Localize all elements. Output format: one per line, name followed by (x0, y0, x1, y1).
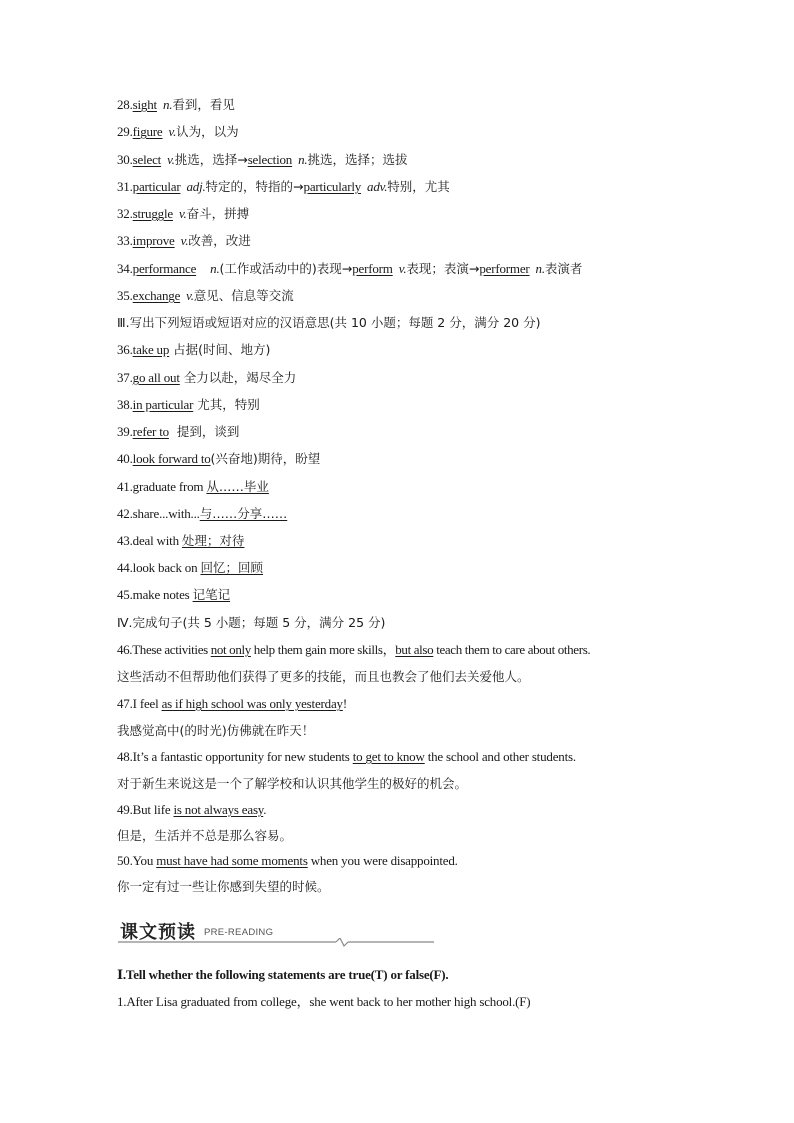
item-number: 36. (117, 342, 133, 357)
phrase-item (117, 370, 296, 386)
phrase-item (117, 424, 239, 440)
vocab-item (117, 233, 251, 249)
part-of-speech: n. (298, 152, 308, 167)
item-number: 39. (117, 424, 133, 439)
answer-blank: but also (395, 642, 434, 657)
sentence-text: ! (342, 696, 347, 711)
sentence-translation: 这些活动不但帮助他们获得了更多的技能，而且也教会了他们去关爱他人。 (117, 669, 530, 684)
part-heading: Ⅰ.Tell whether the following statements are true(T) or false(F). (117, 967, 449, 982)
phrase: deal with (132, 533, 182, 548)
answer-phrase: look forward to (132, 451, 211, 466)
sentence-item (117, 749, 576, 765)
item-number: 33. (117, 233, 133, 248)
item-number: 37. (117, 370, 133, 385)
phrase-item (117, 506, 287, 522)
answer-blank: must have had some moments (156, 853, 308, 868)
item-number: 31. (117, 179, 133, 194)
meaning: (工作或活动中的)表现→ (219, 261, 353, 276)
answer-meaning: 回忆；回顾 (200, 560, 263, 575)
answer-word: performer (479, 261, 530, 276)
sentence-text: when you were disappointed. (307, 853, 458, 868)
meaning: 特别，尤其 (387, 179, 450, 194)
vocab-item (117, 124, 239, 140)
answer-phrase: take up (132, 342, 170, 357)
item-number: 40. (117, 451, 133, 466)
answer-meaning: 处理；对待 (181, 533, 245, 548)
part-of-speech: v. (167, 152, 175, 167)
item-number: 42. (117, 506, 133, 521)
part-of-speech: v. (398, 261, 407, 276)
phrase-item (117, 451, 320, 467)
part-of-speech: n. (535, 261, 545, 276)
meaning: 提到，谈到 (168, 424, 240, 439)
vocab-item (117, 206, 249, 222)
sentence-translation: 我感觉高中(的时光)仿佛就在昨天！ (117, 723, 315, 738)
sentence-text: 50.You (117, 853, 157, 868)
section-title-cn: 课文预读 (120, 922, 196, 943)
part-of-speech: v. (168, 124, 177, 139)
item-number: 29. (117, 124, 133, 139)
part-of-speech: adj. (186, 179, 206, 194)
vocab-item (117, 288, 294, 304)
section-heading: Ⅳ.完成句子(共 5 小题；每题 5 分，满分 25 分) (117, 615, 386, 630)
answer-word: sight (132, 97, 157, 112)
phrase: make notes (132, 587, 193, 602)
sentence-text: . (263, 802, 267, 817)
item-number: 38. (117, 397, 133, 412)
phrase: look back on (132, 560, 201, 575)
item-number: 28. (117, 97, 133, 112)
phrase-item (117, 533, 244, 549)
vocab-item (117, 179, 450, 195)
meaning: 表现；表演→ (406, 261, 480, 276)
vocab-item (117, 97, 235, 113)
answer-blank: as if high school was only yesterday (161, 696, 343, 711)
answer-phrase: refer to (132, 424, 169, 439)
part-of-speech: adv. (367, 179, 388, 194)
answer-word: figure (132, 124, 163, 139)
answer-meaning: 从……毕业 (206, 479, 269, 494)
phrase-item (117, 479, 269, 495)
answer-word: struggle (132, 206, 173, 221)
sentence-text: help them gain more skills， (250, 642, 396, 657)
part-of-speech: v. (186, 288, 194, 303)
answer-word: selection (247, 152, 293, 167)
sentence-translation: 你一定有过一些让你感到失望的时候。 (117, 879, 330, 894)
vocab-item (117, 261, 582, 277)
section-heading: Ⅲ.写出下列短语或短语对应的汉语意思(共 10 小题；每题 2 分，满分 20 分) (117, 315, 541, 330)
sentence-text: 49.But life (117, 802, 174, 817)
statement-item: 1.After Lisa graduated from college，she went back to her mother high school.(F) (117, 994, 531, 1009)
pre-reading-section-header (118, 916, 438, 948)
item-number: 44. (117, 560, 133, 575)
part-of-speech: v. (178, 206, 187, 221)
item-number: 43. (117, 533, 133, 548)
item-number: 30. (117, 152, 133, 167)
answer-blank: to get to know (352, 749, 425, 764)
meaning: 表演者 (544, 261, 583, 276)
answer-word: performance (132, 261, 197, 276)
phrase-item (117, 397, 260, 413)
meaning: 意见、信息等交流 (193, 288, 294, 303)
answer-word: improve (132, 233, 175, 248)
phrase-item (117, 587, 230, 603)
phrase-item (117, 560, 263, 576)
sentence-text: 47.I feel (117, 696, 162, 711)
meaning: 认为，以为 (176, 124, 239, 139)
item-number: 32. (117, 206, 133, 221)
item-number: 34. (117, 261, 133, 276)
answer-blank: not only (210, 642, 251, 657)
section-title-en: PRE-READING (204, 927, 274, 938)
sentence-item (117, 853, 458, 869)
answer-meaning: 记笔记 (192, 587, 231, 602)
part-of-speech: v. (180, 233, 189, 248)
meaning: 占据(时间、地方) (169, 342, 271, 357)
meaning: 看到，看见 (172, 97, 235, 112)
sentence-translation: 但是，生活并不总是那么容易。 (117, 828, 293, 843)
sentence-text: 48.It’s a fantastic opportunity for new students (117, 749, 353, 764)
answer-word: particularly (303, 179, 362, 194)
sentence-text: 46.These activities (117, 642, 211, 657)
answer-meaning: 与……分享…… (199, 506, 288, 521)
phrase-item (117, 342, 270, 358)
sentence-translation: 对于新生来说这是一个了解学校和认识其他学生的极好的机会。 (117, 776, 468, 791)
meaning: 特定的，特指的→ (205, 179, 304, 194)
part-of-speech: n. (210, 261, 220, 276)
meaning: (兴奋地)期待，盼望 (210, 451, 321, 466)
sentence-text: the school and other students. (424, 749, 576, 764)
meaning: 尤其，特别 (193, 397, 260, 412)
answer-word: exchange (132, 288, 181, 303)
meaning: 挑选，选择→ (174, 152, 248, 167)
meaning: 改善，改进 (188, 233, 251, 248)
answer-word: particular (132, 179, 181, 194)
vocab-item (117, 152, 407, 168)
answer-word: select (132, 152, 162, 167)
answer-phrase: go all out (132, 370, 180, 385)
item-number: 35. (117, 288, 133, 303)
sentence-item (117, 802, 266, 818)
item-number: 45. (117, 587, 133, 602)
part-of-speech: n. (162, 97, 173, 112)
section-divider (118, 938, 438, 950)
sentence-item (117, 696, 347, 712)
sentence-item (117, 642, 590, 658)
sentence-text: teach them to care about others. (433, 642, 591, 657)
item-number: 41. (117, 479, 133, 494)
answer-phrase: in particular (132, 397, 194, 412)
phrase: graduate from (132, 479, 207, 494)
answer-blank: is not always easy (173, 802, 264, 817)
meaning: 挑选，选择；选拔 (307, 152, 408, 167)
phrase: share...with... (132, 506, 200, 521)
meaning: 全力以赴，竭尽全力 (179, 370, 297, 385)
answer-word: perform (352, 261, 393, 276)
meaning: 奋斗，拼搏 (186, 206, 250, 221)
